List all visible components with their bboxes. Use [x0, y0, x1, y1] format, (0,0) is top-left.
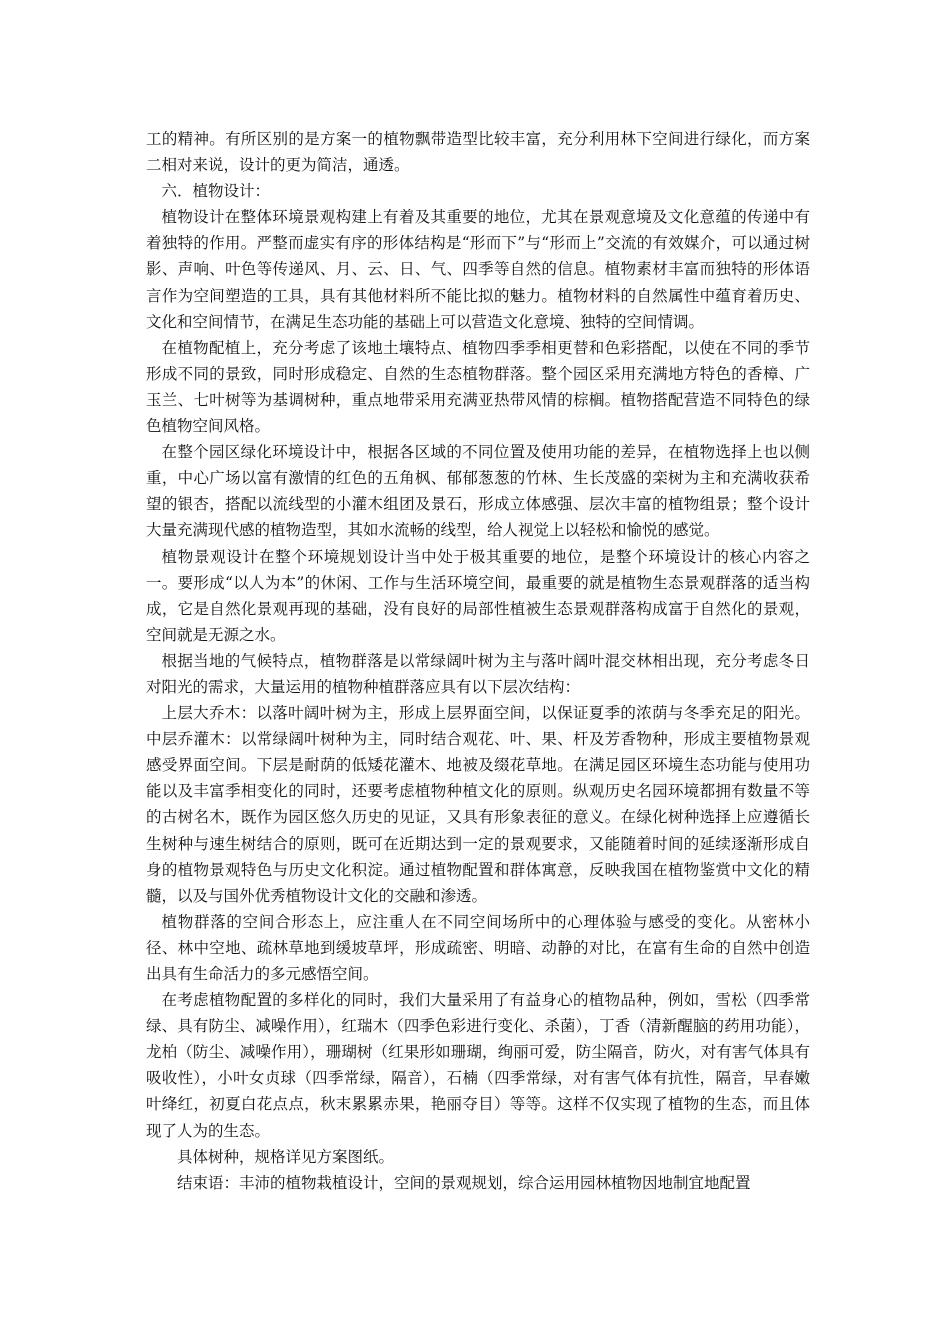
paragraph-layer-structure: 上层大乔木：以落叶阔叶树为主，形成上层界面空间，以保证夏季的浓荫与冬季充足的阳光。中层乔灌木：以常绿阔叶树种为主，同时结合观花、叶、果、杆及芳香物种，形成主要植物景观感受界面空间。下层是耐荫的低矮花灌木、地被及缀花草地。在满足园区环境生态功能与使用功能以及丰富季相变化的同时，还要考虑植物种植文化的原则。纵观历史名园环境都拥有数量不等的古树名木，既作为园区悠久历史的见证，又具有形象表征的意义。在绿化树种选择上应遵循长生树种与速生树结合的原则，既可在近期达到一定的景观要求，又能随着时间的延续逐渐形成自身的植物景观特色与历史文化积淀。通过植物配置和群体寓意，反映我国在植物鉴赏中文化的精髓，以及与国外优秀植物设计文化的交融和渗透。 — [146, 704, 810, 905]
paragraph-greening-design: 在整个园区绿化环境设计中，根据各区域的不同位置及使用功能的差异，在植物选择上也以侧重，中心广场以富有激情的红色的五角枫、郁郁葱葱的竹林、生长茂盛的栾树为主和充满收获希望的银杏，搭配以流线型的小灌木组团及景石，形成立体感强、层次丰富的植物组景；整个设计大量充满现代感的植物造型，其如水流畅的线型，给人视觉上以轻松和愉悦的感觉。 — [146, 443, 810, 540]
paragraph-plant-varieties: 在考虑植物配置的多样化的同时，我们大量采用了有益身心的植物品种，例如，雪松（四季常绿、具有防尘、减噪作用），红瑞木（四季色彩进行变化、杀菌），丁香（清新醒脑的药用功能），龙柏（防尘、减噪作用），珊瑚树（红果形如珊瑚，绚丽可爱，防尘隔音，防火，对有害气体具有吸收性），小叶女贞球（四季常绿，隔音），石楠（四季常绿，对有害气体有抗性，隔音，早春嫩叶绛红，初夏白花点点，秋末累累赤果，艳丽夺目）等等。这样不仅实现了植物的生态，而且体现了人为的生态。 — [146, 991, 810, 1140]
section-heading-plant-design: 六．植物设计： — [161, 182, 271, 201]
paragraph-landscape-design: 植物景观设计在整个环境规划设计当中处于极其重要的地位，是整个环境设计的核心内容之一。要形成“以人为本”的休闲、工作与生活环境空间，最重要的就是植物生态景观群落的适当构成，它是自然化景观再现的基础，没有良好的局部性植被生态景观群落构成富于自然化的景观，空间就是无源之水。 — [146, 547, 810, 644]
document-page — [146, 126, 810, 1196]
paragraph-continuation: 工的精神。有所区别的是方案一的植物飘带造型比较丰富，充分利用林下空间进行绿化，而方案二相对来说，设计的更为简洁，通透。 — [146, 130, 810, 175]
paragraph-planting: 在植物配植上，充分考虑了该地土壤特点、植物四季季相更替和色彩搭配，以使在不同的季节形成不同的景致，同时形成稳定、自然的生态植物群落。整个园区采用充满地方特色的香樟、广玉兰、七叶树等为基调树种，重点地带采用充满亚热带风情的棕榈。植物搭配营造不同特色的绿色植物空间风格。 — [146, 338, 810, 436]
paragraph-plant-design-intro: 植物设计在整体环境景观构建上有着及其重要的地位，尤其在景观意境及文化意蕴的传递中有着独特的作用。严整而虚实有序的形体结构是“形而下”与“形而上”交流的有效媒介，可以通过树影、声响、叶色等传递风、月、云、日、气、四季等自然的信息。植物素材丰富而独特的形体语言作为空间塑造的工具，具有其他材料所不能比拟的魅力。植物材料的自然属性中蕴育着历史、文化和空间情节，在满足生态功能的基础上可以营造文化意境、独特的空间情调。 — [146, 208, 810, 331]
paragraph-tree-species: 具体树种，规格详见方案图纸。 — [177, 1147, 395, 1166]
paragraph-climate: 根据当地的气候特点，植物群落是以常绿阔叶树为主与落叶阔叶混交林相出现，充分考虑冬日对阳光的需求，大量运用的植物种植群落应具有以下层次结构： — [146, 651, 810, 696]
paragraph-spatial-form: 植物群落的空间合形态上，应注重人在不同空间场所中的心理体验与感受的变化。从密林小径、林中空地、疏林草地到缓坡草坪，形成疏密、明暗、动静的对比，在富有生命的自然中创造出具有生命活力的多元感悟空间。 — [146, 912, 810, 983]
paragraph-conclusion: 结束语：丰沛的植物栽植设计，空间的景观规划，综合运用园林植物因地制宜地配置 — [177, 1173, 751, 1192]
